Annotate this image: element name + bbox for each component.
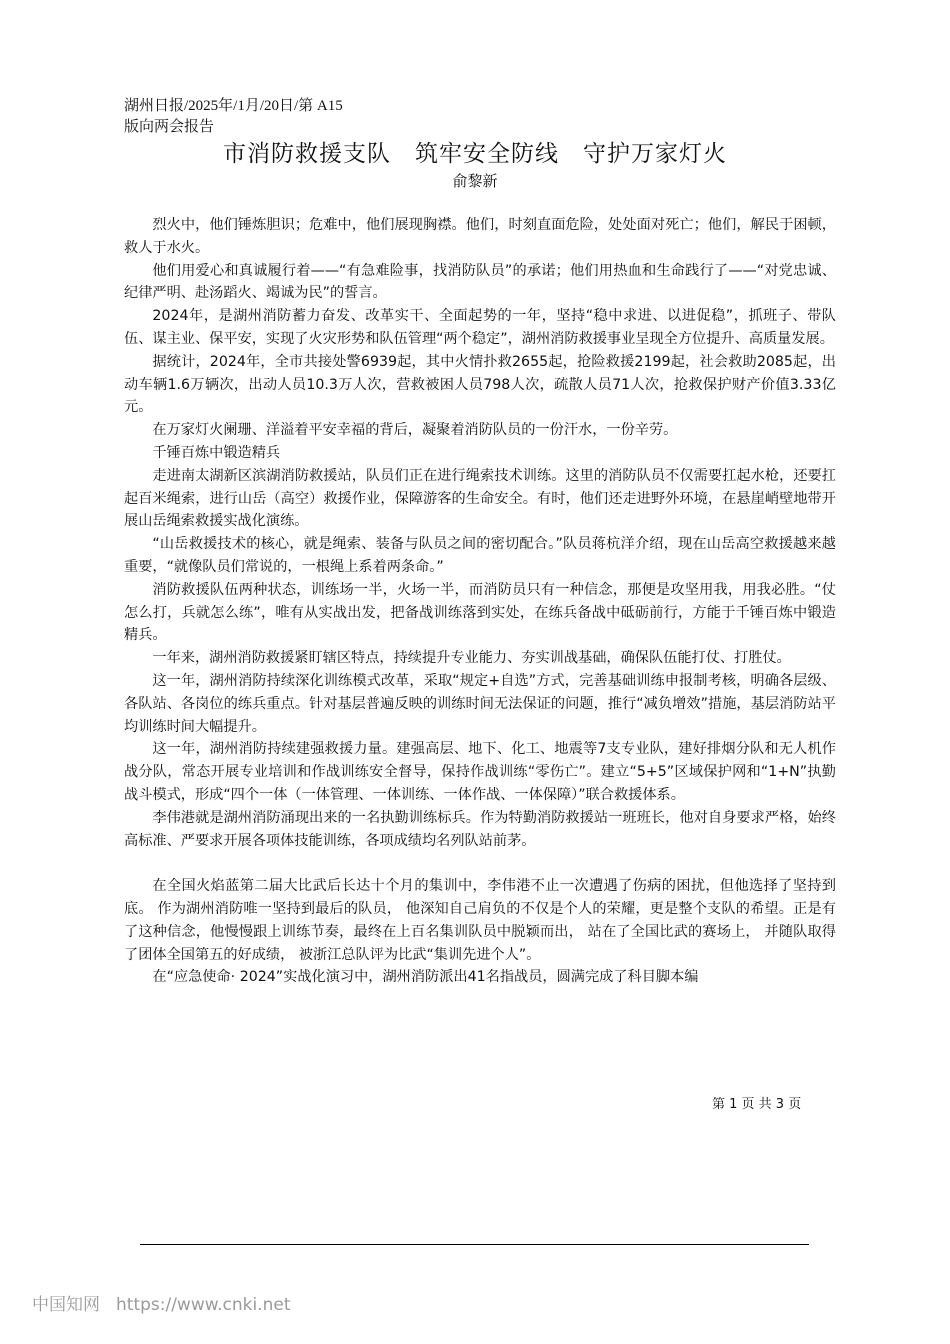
section-heading: 千锤百炼中锻造精兵	[152, 444, 281, 461]
paragraph: 走进南太湖新区滨湖消防救援站，队员们正在进行绳索技术训练。这里的消防队员不仅需要扛起水枪，还要扛起百米绳索，进行山岳（高空）救援作业，保障游客的生命安全。有时，他们还走进野外环境，在悬崖峭壁地带开展山岳绳索救援实战化演练。	[124, 467, 836, 530]
paragraph: 李伟港就是湖州消防涌现出来的一名执勤训练标兵。作为特勤消防救援站一班班长，他对自身要求严格，始终高标准、严要求开展各项体技能训练，各项成绩均名列队站前茅。	[124, 809, 836, 849]
section-label: 版向两会报告	[124, 119, 215, 135]
article-author: 俞黎新	[452, 172, 498, 190]
paragraph: 在“应急使命· 2024”实战化演习中，湖州消防派出41名指战员，圆满完成了科目脚本编	[152, 969, 699, 986]
paragraph: 他们用爱心和真诚履行着——“有急难险事，找消防队员”的承诺；他们用热血和生命践行了——“对党忠诚、纪律严明、赴汤蹈火、竭诚为民”的誓言。	[124, 262, 836, 302]
paragraph: 一年来，湖州消防救援紧盯辖区特点，持续提升专业能力、夯实训战基础，确保队伍能打仗、打胜仗。	[152, 650, 791, 667]
footer-divider	[140, 1244, 809, 1245]
paragraph: 据统计，2024年，全市共接处警6939起，其中火情扑救2655起，抢险救援2199起，社会救助2085起，出动车辆1.6万辆次，出动人员10.3万人次，营救被困人员798人次，疏散人员71人次，抢救保护财产价值3.33亿元。	[124, 353, 836, 416]
article-body	[124, 214, 836, 989]
paragraph: 在全国火焰蓝第二届大比武后长达十个月的集训中，李伟港不止一次遭遇了伤病的困扰，但他选择了坚持到底。 作为湖州消防唯一坚持到最后的队员， 他深知自己肩负的不仅是个人的荣耀，更是整个支队的希望。正是有了这种信念，他慢慢跟上训练节奏，最终在上百名集训队员中脱颖而出， 站在了全国比武的赛场上， 并随队取得了团体全国第五的好成绩， 被浙江总队评为比武“集训先进个人”。	[124, 878, 836, 963]
paragraph: 这一年，湖州消防持续深化训练模式改革，采取“规定+自选”方式，完善基础训练申报制考核，明确各层级、各队站、各岗位的练兵重点。针对基层普遍反映的训练时间无法保证的问题，推行“减负增效”措施，基层消防站平均训练时间大幅提升。	[124, 672, 836, 735]
article-title: 市消防救援支队 筑牢安全防线 守护万家灯火	[223, 141, 727, 167]
watermark	[32, 1293, 290, 1317]
publication-source: 湖州日报/2025年/1月/20日/第 A15	[124, 98, 343, 114]
paragraph: 2024年，是湖州消防蓄力奋发、改革实干、全面起势的一年，坚持“稳中求进、以进促稳”，抓班子、带队伍、谋主业、保平安，实现了火灾形势和队伍管理“两个稳定”，湖州消防救援事业呈现全方位提升、高质量发展。	[124, 308, 836, 347]
paragraph: 在万家灯火阑珊、洋溢着平安幸福的背后，凝聚着消防队员的一份汗水，一份辛劳。	[152, 422, 678, 439]
paragraph: 消防救援队伍两种状态，训练场一半，火场一半，而消防员只有一种信念，那便是攻坚用我，用我必胜。“仗怎么打，兵就怎么练”，唯有从实战出发，把备战训练落到实处，在练兵备战中砥砺前行，方能于千锤百炼中锻造精兵。	[124, 581, 836, 644]
watermark-url: https://www.cnki.net	[116, 1295, 291, 1315]
paragraph: 这一年，湖州消防持续建强救援力量。建强高层、地下、化工、地震等7支专业队，建好排烟分队和无人机作战分队，常态开展专业培训和作战训练安全督导，保持作战训练“零伤亡”。建立“5+5”区域保护网和“1+N”执勤战斗模式，形成“四个一体（一体管理、一体训练、一体作战、一体保障）”联合救援体系。	[124, 741, 836, 803]
paragraph: “山岳救援技术的核心，就是绳索、装备与队员之间的密切配合。”队员蒋杭洋介绍，现在山岳高空救援越来越重要，“就像队员们常说的，一根绳上系着两条命。”	[124, 536, 836, 575]
watermark-site-name: 中国知网	[32, 1295, 100, 1315]
page-number: 第 1 页 共 3 页	[712, 1097, 802, 1112]
paragraph: 烈火中，他们锤炼胆识；危难中，他们展现胸襟。他们，时刻直面危险，处处面对死亡；他们，解民于困顿，救人于水火。	[124, 217, 836, 256]
